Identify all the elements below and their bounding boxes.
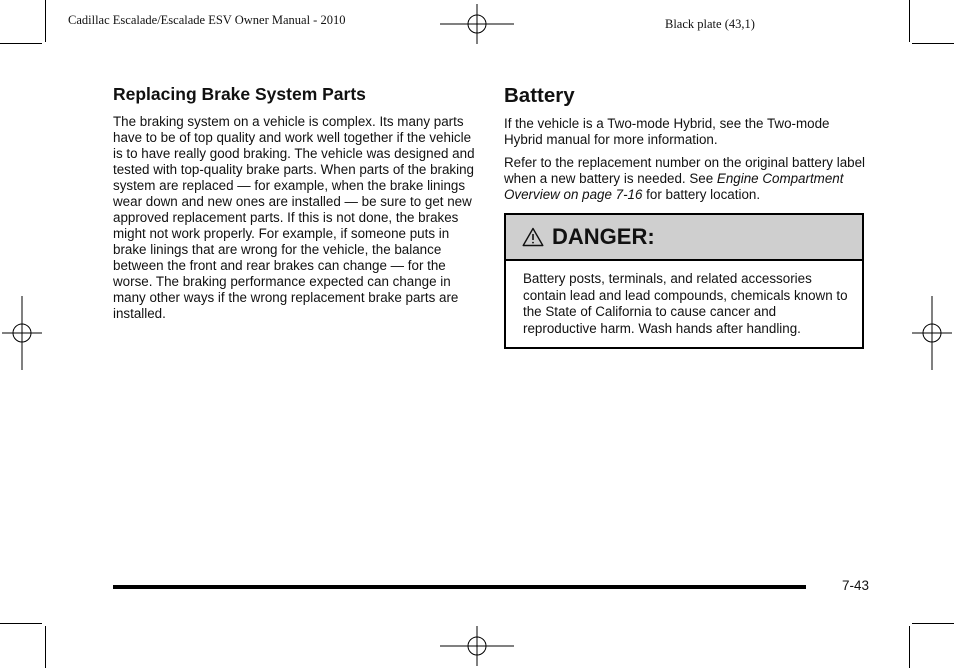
registration-mark-right bbox=[912, 296, 952, 370]
danger-box bbox=[504, 213, 864, 349]
battery-heading: Battery bbox=[504, 84, 575, 107]
engine-compartment-reference: Engine Compartment Overview on page 7-16 bbox=[504, 171, 844, 202]
page-number: 7-43 bbox=[842, 578, 870, 593]
plate-label: Black plate (43,1) bbox=[665, 17, 755, 31]
manual-title: Cadillac Escalade/Escalade ESV Owner Manual - 2010 bbox=[68, 13, 346, 27]
danger-header bbox=[506, 215, 862, 261]
registration-mark-left bbox=[2, 296, 42, 370]
paragraph-text-start: Refer to the replacement number on the original battery label when a new battery is needed. See bbox=[504, 155, 866, 186]
warning-triangle-icon bbox=[522, 227, 544, 247]
battery-hybrid-paragraph: If the vehicle is a Two-mode Hybrid, see the Two-mode Hybrid manual for more information. bbox=[504, 116, 830, 147]
right-column bbox=[504, 84, 868, 349]
registration-mark-bottom bbox=[440, 626, 514, 666]
brake-parts-paragraph: The braking system on a vehicle is complex. Its many parts have to be of top quality and work well together if the vehicle is to have really good braking. The vehicle was designed and tested with top-quality brake parts. When parts of the braking system are replaced — for example, when the brake linings wear down and new ones are installed — be sure to get new approved replacement parts. If this is not done, the brakes might not work properly. For example, if someone puts in brake linings that are wrong for the vehicle, the balance between the front and rear brakes can change — for the worse. The braking performance expected can change in many other ways if the wrong replacement brake parts are installed. bbox=[113, 114, 475, 321]
left-column bbox=[113, 84, 479, 329]
battery-replacement-paragraph bbox=[504, 155, 868, 203]
danger-title: DANGER: bbox=[552, 224, 655, 249]
paragraph-text-end: for battery location. bbox=[642, 187, 761, 202]
registration-mark-top bbox=[440, 4, 514, 44]
brake-parts-heading: Replacing Brake System Parts bbox=[113, 84, 366, 104]
footer-rule bbox=[113, 585, 806, 589]
danger-text: Battery posts, terminals, and related accessories contain lead and lead compounds, chemicals known to the State of California to cause cancer and reproductive harm. Wash hands after handling. bbox=[523, 271, 848, 336]
